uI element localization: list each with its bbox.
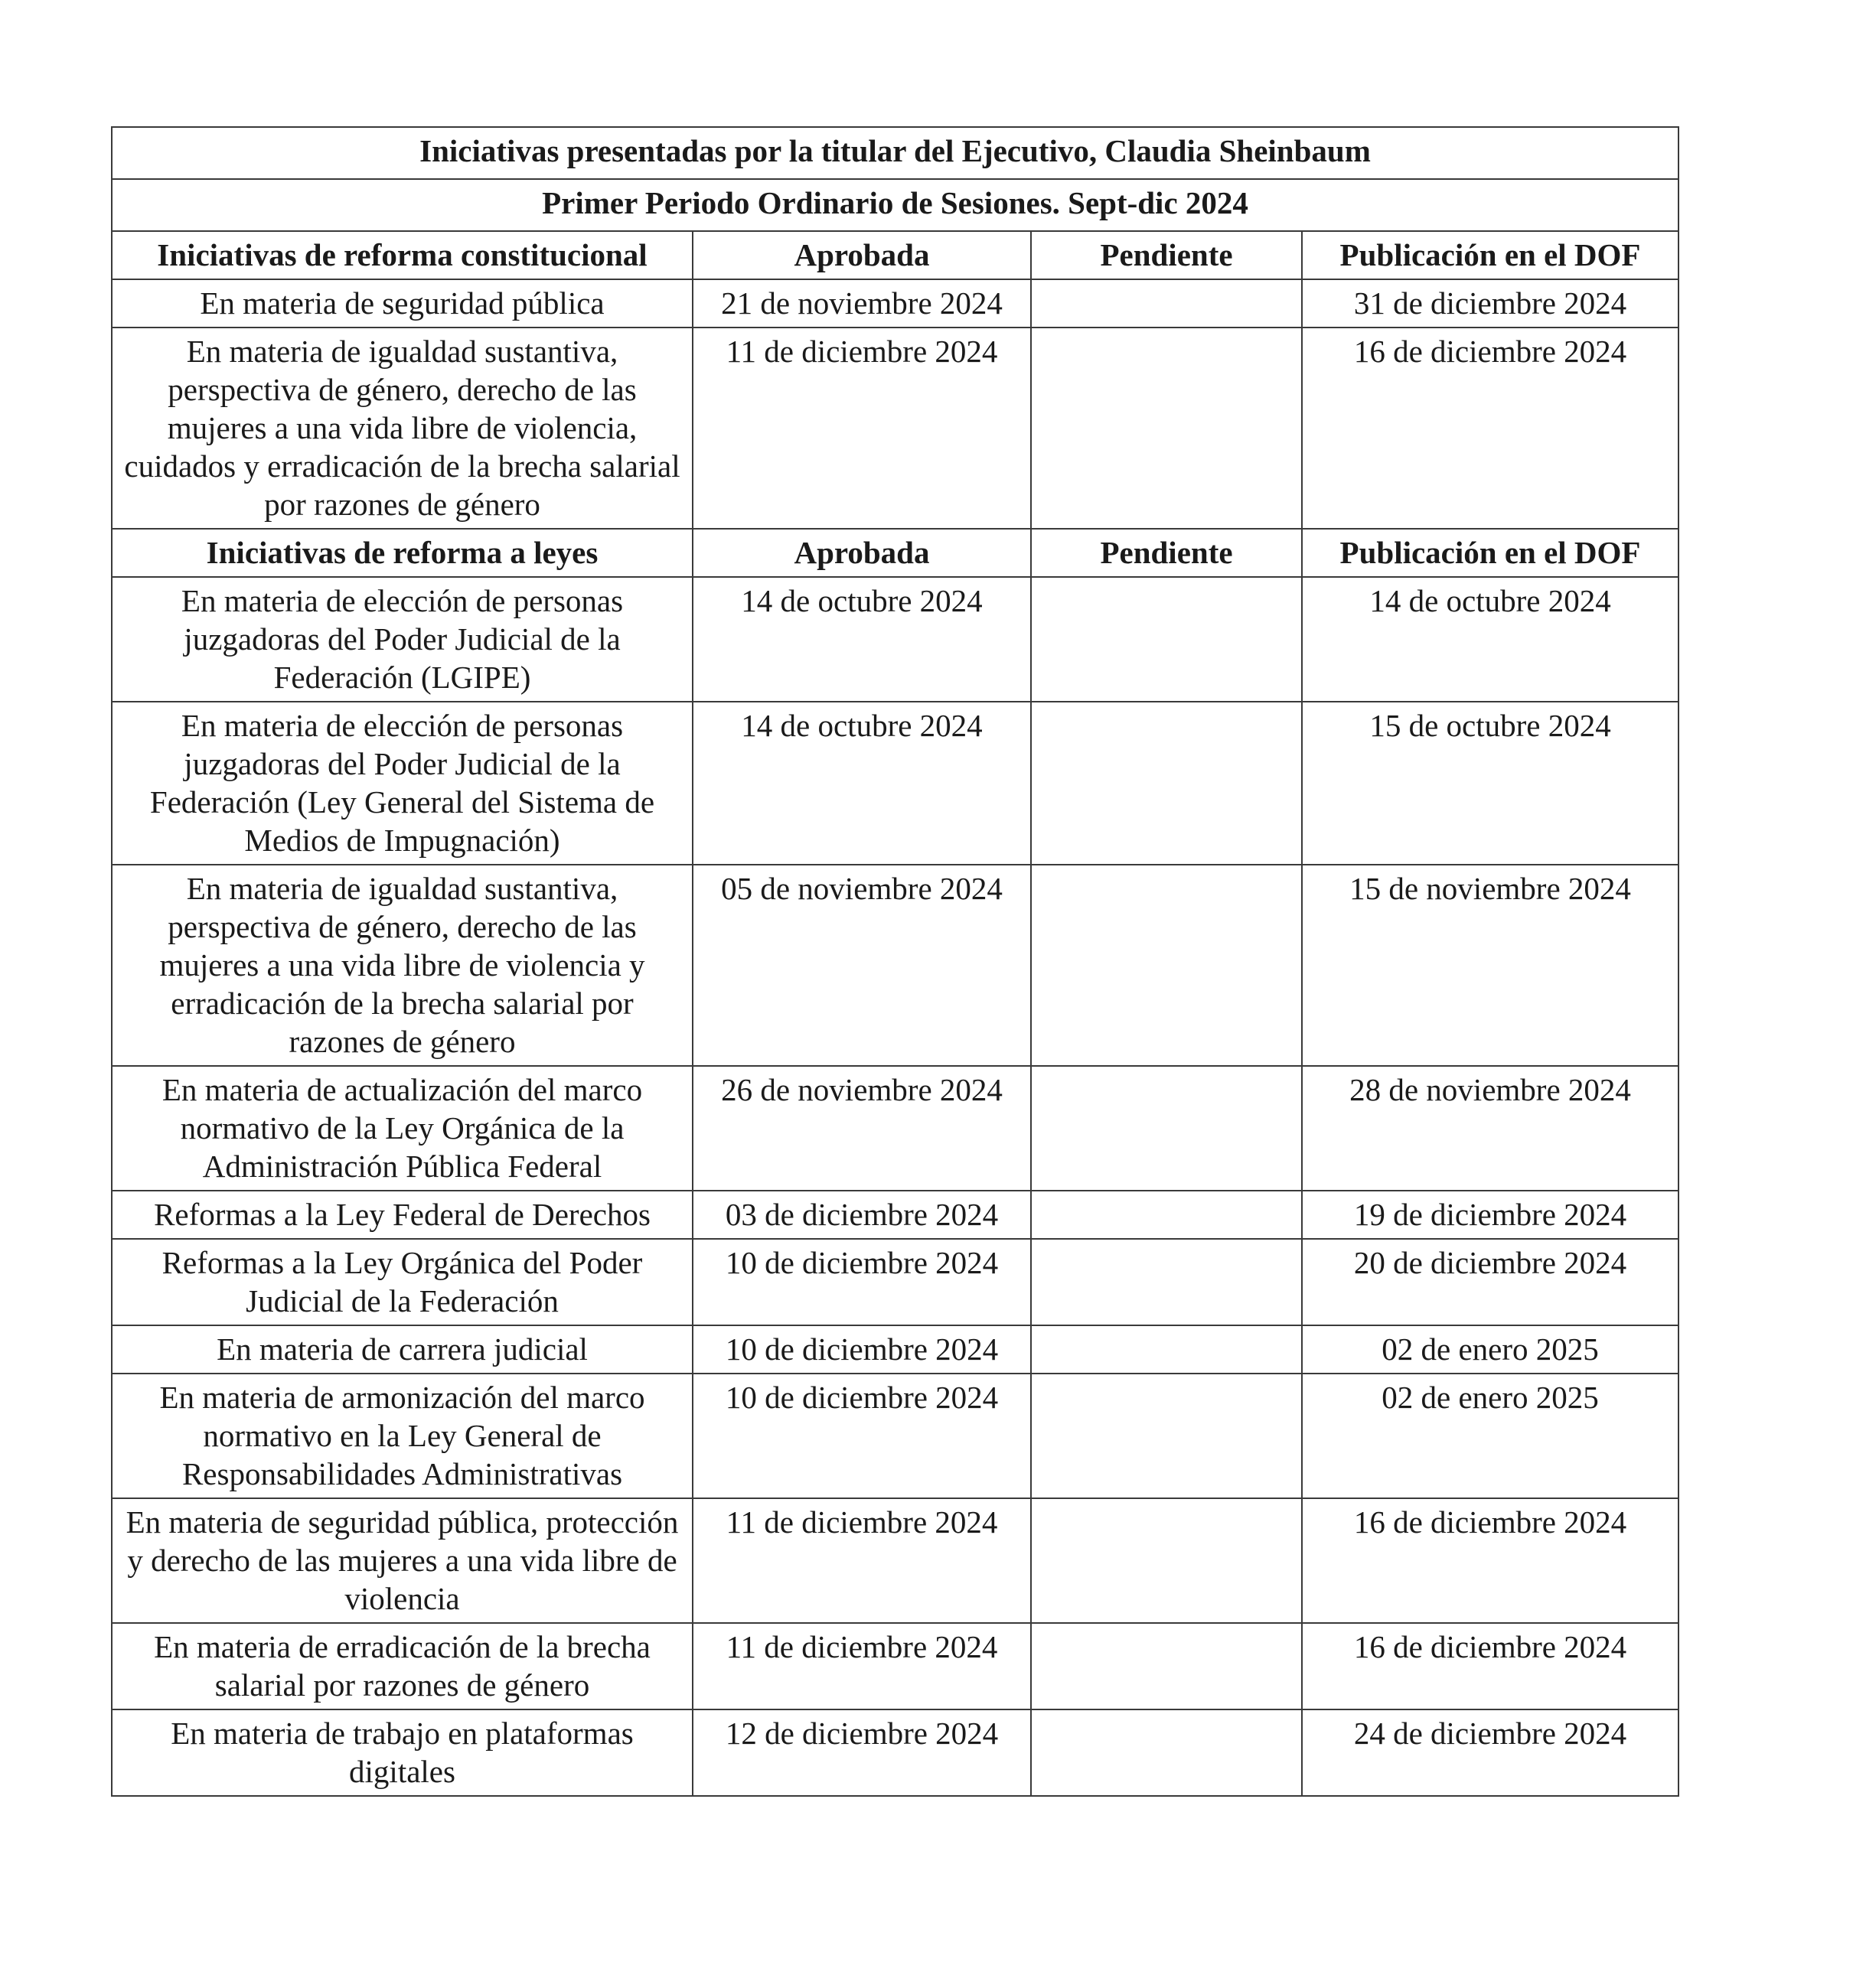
cell-aprobada: 14 de octubre 2024 bbox=[693, 702, 1031, 865]
cell-pendiente bbox=[1031, 865, 1302, 1066]
cell-aprobada: 11 de diciembre 2024 bbox=[693, 328, 1031, 529]
cell-pendiente bbox=[1031, 1191, 1302, 1239]
cell-iniciativa: En materia de trabajo en plataformas digitales bbox=[112, 1709, 693, 1796]
table-row bbox=[112, 1191, 1678, 1239]
cell-pendiente bbox=[1031, 1066, 1302, 1191]
table-row bbox=[112, 1374, 1678, 1498]
cell-aprobada: 10 de diciembre 2024 bbox=[693, 1374, 1031, 1498]
cell-pendiente bbox=[1031, 1374, 1302, 1498]
table-title-row bbox=[112, 127, 1678, 179]
cell-pendiente bbox=[1031, 1623, 1302, 1709]
cell-aprobada: 26 de noviembre 2024 bbox=[693, 1066, 1031, 1191]
cell-aprobada: 21 de noviembre 2024 bbox=[693, 279, 1031, 328]
header-publicacion: Publicación en el DOF bbox=[1302, 529, 1678, 577]
cell-publicacion: 02 de enero 2025 bbox=[1302, 1325, 1678, 1374]
table-row bbox=[112, 1623, 1678, 1709]
cell-publicacion: 16 de diciembre 2024 bbox=[1302, 1498, 1678, 1623]
cell-aprobada: 11 de diciembre 2024 bbox=[693, 1498, 1031, 1623]
cell-publicacion: 20 de diciembre 2024 bbox=[1302, 1239, 1678, 1325]
cell-pendiente bbox=[1031, 577, 1302, 702]
cell-iniciativa: En materia de igualdad sustantiva, perspectiva de género, derecho de las mujeres a una vida libre de violencia y erradicación de la brecha salarial por razones de género bbox=[112, 865, 693, 1066]
cell-publicacion: 02 de enero 2025 bbox=[1302, 1374, 1678, 1498]
cell-iniciativa: En materia de erradicación de la brecha salarial por razones de género bbox=[112, 1623, 693, 1709]
cell-iniciativa: En materia de seguridad pública bbox=[112, 279, 693, 328]
cell-publicacion: 16 de diciembre 2024 bbox=[1302, 1623, 1678, 1709]
cell-aprobada: 03 de diciembre 2024 bbox=[693, 1191, 1031, 1239]
cell-iniciativa: En materia de armonización del marco normativo en la Ley General de Responsabilidades Administrativas bbox=[112, 1374, 693, 1498]
initiatives-table bbox=[111, 126, 1679, 1797]
cell-aprobada: 10 de diciembre 2024 bbox=[693, 1239, 1031, 1325]
cell-iniciativa: En materia de elección de personas juzgadoras del Poder Judicial de la Federación (Ley General del Sistema de Medios de Impugnación) bbox=[112, 702, 693, 865]
header-pendiente: Pendiente bbox=[1031, 529, 1302, 577]
table-row bbox=[112, 1066, 1678, 1191]
cell-aprobada: 10 de diciembre 2024 bbox=[693, 1325, 1031, 1374]
cell-publicacion: 16 de diciembre 2024 bbox=[1302, 328, 1678, 529]
cell-publicacion: 15 de octubre 2024 bbox=[1302, 702, 1678, 865]
cell-aprobada: 05 de noviembre 2024 bbox=[693, 865, 1031, 1066]
cell-pendiente bbox=[1031, 1709, 1302, 1796]
cell-pendiente bbox=[1031, 702, 1302, 865]
table-row bbox=[112, 1325, 1678, 1374]
table-row bbox=[112, 279, 1678, 328]
cell-aprobada: 12 de diciembre 2024 bbox=[693, 1709, 1031, 1796]
cell-iniciativa: Reformas a la Ley Orgánica del Poder Judicial de la Federación bbox=[112, 1239, 693, 1325]
table-row bbox=[112, 702, 1678, 865]
header-iniciativa: Iniciativas de reforma constitucional bbox=[112, 231, 693, 279]
cell-iniciativa: En materia de carrera judicial bbox=[112, 1325, 693, 1374]
cell-pendiente bbox=[1031, 328, 1302, 529]
cell-publicacion: 28 de noviembre 2024 bbox=[1302, 1066, 1678, 1191]
header-pendiente: Pendiente bbox=[1031, 231, 1302, 279]
cell-aprobada: 11 de diciembre 2024 bbox=[693, 1623, 1031, 1709]
section-header-row bbox=[112, 231, 1678, 279]
cell-iniciativa: En materia de igualdad sustantiva, perspectiva de género, derecho de las mujeres a una vida libre de violencia, cuidados y erradicación de la brecha salarial por razones de género bbox=[112, 328, 693, 529]
header-publicacion: Publicación en el DOF bbox=[1302, 231, 1678, 279]
cell-publicacion: 14 de octubre 2024 bbox=[1302, 577, 1678, 702]
cell-pendiente bbox=[1031, 1325, 1302, 1374]
cell-publicacion: 19 de diciembre 2024 bbox=[1302, 1191, 1678, 1239]
table-body bbox=[112, 127, 1678, 1796]
table-row bbox=[112, 577, 1678, 702]
table-subtitle: Primer Periodo Ordinario de Sesiones. Sept-dic 2024 bbox=[112, 179, 1678, 231]
table-row bbox=[112, 1239, 1678, 1325]
cell-publicacion: 15 de noviembre 2024 bbox=[1302, 865, 1678, 1066]
header-iniciativa: Iniciativas de reforma a leyes bbox=[112, 529, 693, 577]
table-title: Iniciativas presentadas por la titular del Ejecutivo, Claudia Sheinbaum bbox=[112, 127, 1678, 179]
table-row bbox=[112, 865, 1678, 1066]
cell-pendiente bbox=[1031, 1239, 1302, 1325]
cell-iniciativa: En materia de actualización del marco normativo de la Ley Orgánica de la Administración Pública Federal bbox=[112, 1066, 693, 1191]
cell-iniciativa: En materia de seguridad pública, protección y derecho de las mujeres a una vida libre de violencia bbox=[112, 1498, 693, 1623]
header-aprobada: Aprobada bbox=[693, 529, 1031, 577]
cell-publicacion: 31 de diciembre 2024 bbox=[1302, 279, 1678, 328]
section-header-row bbox=[112, 529, 1678, 577]
table-row bbox=[112, 1709, 1678, 1796]
cell-pendiente bbox=[1031, 279, 1302, 328]
header-aprobada: Aprobada bbox=[693, 231, 1031, 279]
table-row bbox=[112, 328, 1678, 529]
table-subtitle-row bbox=[112, 179, 1678, 231]
cell-publicacion: 24 de diciembre 2024 bbox=[1302, 1709, 1678, 1796]
cell-pendiente bbox=[1031, 1498, 1302, 1623]
cell-iniciativa: En materia de elección de personas juzgadoras del Poder Judicial de la Federación (LGIPE) bbox=[112, 577, 693, 702]
table-row bbox=[112, 1498, 1678, 1623]
cell-aprobada: 14 de octubre 2024 bbox=[693, 577, 1031, 702]
cell-iniciativa: Reformas a la Ley Federal de Derechos bbox=[112, 1191, 693, 1239]
